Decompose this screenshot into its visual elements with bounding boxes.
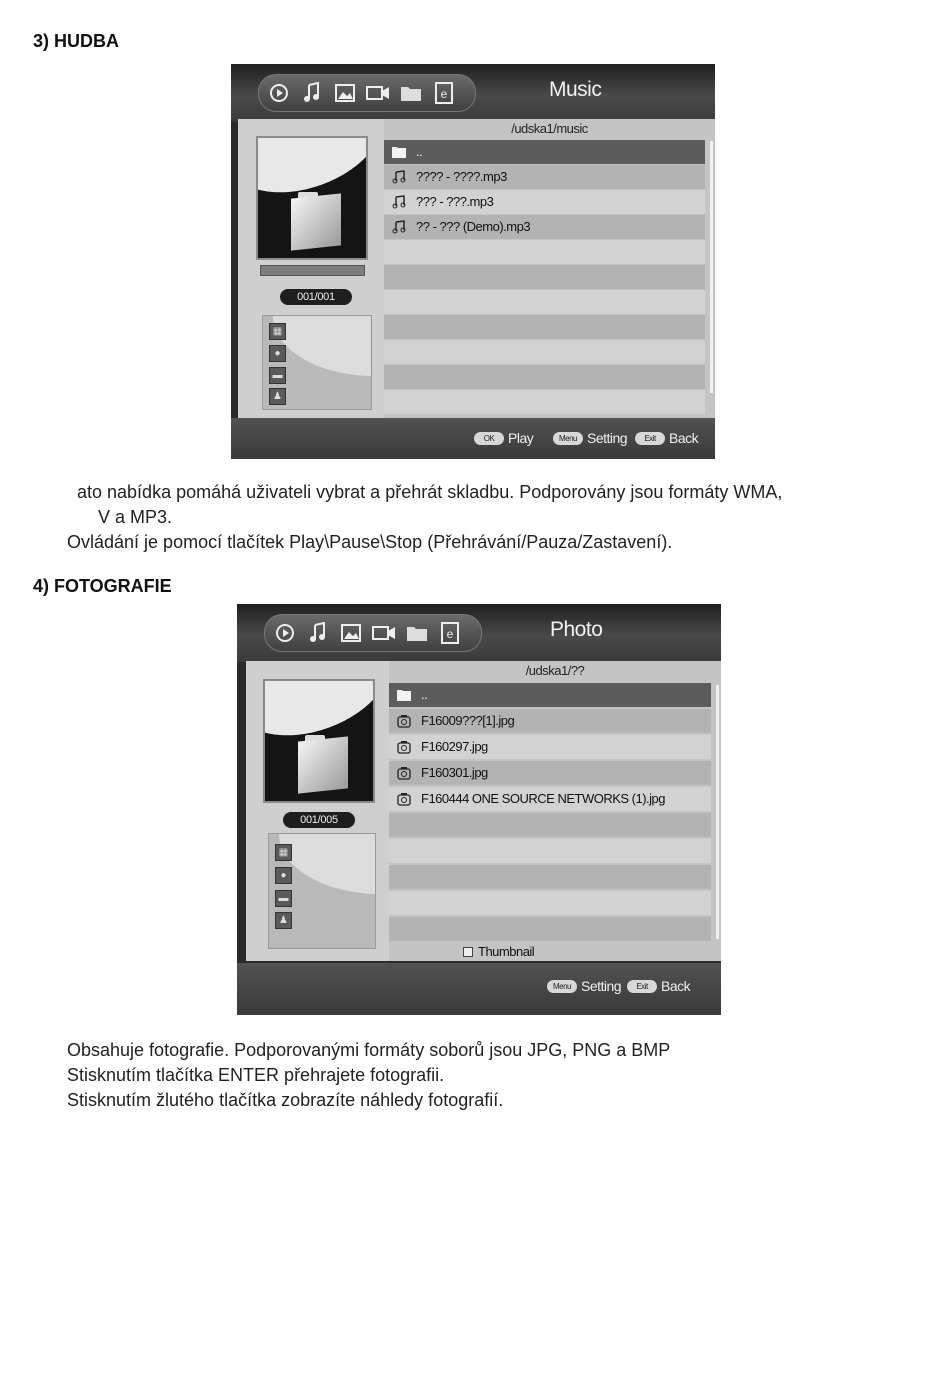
section-heading-music: 3) HUDBA [33, 31, 120, 51]
media-type-list [262, 315, 372, 410]
photo-description-line2: Stisknutím tlačítka ENTER přehrajete fotografii. [67, 1065, 445, 1085]
file-list [389, 661, 721, 961]
person-icon: ● [275, 867, 292, 884]
disk-icon: ▬ [269, 367, 286, 384]
ebook-icon[interactable] [438, 621, 462, 645]
bottom-bar [231, 418, 715, 459]
menu-setting-hint[interactable]: Menu Setting [547, 978, 621, 994]
empty-row [389, 891, 711, 915]
photo-file-icon [396, 765, 412, 781]
folder-preview-icon [298, 736, 348, 793]
media-type-nav [264, 614, 482, 652]
media-type-nav [258, 74, 476, 112]
empty-row [384, 340, 705, 364]
music-description-line1: ato nabídka pomáhá uživateli vybrat a přehrát skladbu. Podporovány jsou formáty WMA, [77, 482, 783, 502]
preview-panel [238, 119, 384, 418]
people-icon: ♟ [275, 912, 292, 929]
play-circle-icon[interactable] [267, 81, 291, 105]
list-item[interactable]: F160444 ONE SOURCE NETWORKS (1).jpg [389, 787, 711, 811]
folder-icon[interactable] [399, 81, 423, 105]
empty-row [389, 917, 711, 941]
photo-screen [237, 604, 721, 1015]
video-camera-icon[interactable] [366, 81, 390, 105]
music-description-line2: V a MP3. [98, 507, 173, 527]
music-file-icon [391, 169, 407, 185]
person-icon: ● [269, 345, 286, 362]
menu-setting-hint[interactable]: Menu Setting [553, 430, 627, 446]
video-camera-icon[interactable] [372, 621, 396, 645]
list-item[interactable]: ?? - ??? (Demo).mp3 [384, 215, 705, 239]
preview-panel [246, 661, 389, 961]
empty-row [389, 865, 711, 889]
bottom-bar [237, 963, 721, 1015]
current-path: /udska1/music [511, 121, 588, 136]
photo-description-line3: Stisknutím žlutého tlačítka zobrazíte náhledy fotografií. [67, 1090, 504, 1110]
folder-icon [391, 144, 407, 160]
current-path: /udska1/?? [525, 663, 585, 678]
screen-title: Photo [550, 618, 603, 641]
file-list [384, 119, 715, 418]
empty-row [384, 265, 705, 289]
music-description-line3: Ovládání je pomocí tlačítek Play\Pause\Stop (Přehrávání/Pauza/Zastavení). [67, 532, 673, 552]
music-note-icon[interactable] [300, 81, 324, 105]
thumbnail-checkbox[interactable] [463, 947, 473, 957]
progress-bar [260, 265, 365, 276]
empty-row [384, 365, 705, 389]
list-item[interactable]: F160297.jpg [389, 735, 711, 759]
picture-icon: ▦ [275, 844, 292, 861]
play-circle-icon[interactable] [273, 621, 297, 645]
photo-description-line1: Obsahuje fotografie. Podporovanými formáty soborů jsou JPG, PNG a BMP [67, 1040, 671, 1060]
scrollbar[interactable] [716, 685, 719, 939]
exit-back-hint[interactable]: Exit Back [635, 430, 698, 446]
photo-file-icon [396, 713, 412, 729]
music-note-icon[interactable] [306, 621, 330, 645]
empty-row [389, 813, 711, 837]
section-heading-photo: 4) FOTOGRAFIE [33, 576, 172, 596]
list-item[interactable]: F16009???[1].jpg [389, 709, 711, 733]
picture-icon[interactable] [339, 621, 363, 645]
list-item[interactable]: ???? - ????.mp3 [384, 165, 705, 189]
media-type-list [268, 833, 376, 949]
preview-thumbnail [256, 136, 368, 260]
thumbnail-option[interactable]: Thumbnail [463, 944, 534, 959]
ebook-icon[interactable] [432, 81, 456, 105]
svg-text:e: e [440, 87, 448, 101]
photo-file-icon [396, 791, 412, 807]
picture-icon[interactable] [333, 81, 357, 105]
top-bar [237, 604, 721, 662]
folder-icon [396, 687, 412, 703]
list-item[interactable]: .. [389, 683, 711, 707]
folder-preview-icon [291, 193, 341, 250]
ok-play-hint[interactable]: OK Play [474, 430, 533, 446]
disk-icon: ▬ [275, 890, 292, 907]
empty-row [389, 839, 711, 863]
list-item[interactable]: .. [384, 140, 705, 164]
folder-icon[interactable] [405, 621, 429, 645]
list-item[interactable]: ??? - ???.mp3 [384, 190, 705, 214]
empty-row [384, 390, 705, 414]
empty-row [384, 290, 705, 314]
photo-file-icon [396, 739, 412, 755]
list-item[interactable]: F160301.jpg [389, 761, 711, 785]
screen-title: Music [549, 78, 602, 101]
svg-text:e: e [446, 627, 454, 641]
people-icon: ♟ [269, 388, 286, 405]
preview-thumbnail [263, 679, 375, 803]
scrollbar[interactable] [710, 141, 713, 393]
picture-icon: ▦ [269, 323, 286, 340]
empty-row [384, 240, 705, 264]
exit-back-hint[interactable]: Exit Back [627, 978, 690, 994]
file-counter: 001/005 [283, 812, 355, 828]
top-bar [231, 64, 715, 122]
music-screen [231, 64, 715, 459]
file-counter: 001/001 [280, 289, 352, 305]
music-file-icon [391, 219, 407, 235]
music-file-icon [391, 194, 407, 210]
empty-row [384, 315, 705, 339]
